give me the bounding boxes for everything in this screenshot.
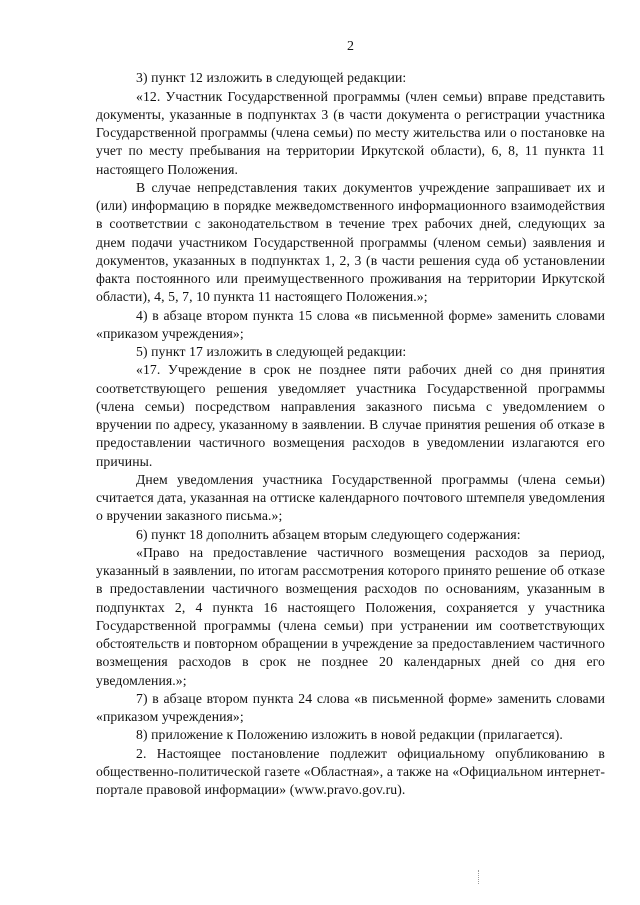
page-number: 2 xyxy=(346,39,355,54)
document-page xyxy=(96,38,605,799)
paragraph-7: Днем уведомления участника Государственной программы (члена семьи) считается дата, указанная на оттиске календарного почтового штемпеля уведомления о вручении заказного письма.»; xyxy=(96,471,605,524)
paragraph-10: 7) в абзаце втором пункта 24 слова «в письменной форме» заменить словами «приказом учреждения»; xyxy=(96,690,605,724)
paragraph-9: «Право на предоставление частичного возмещения расходов за период, указанный в заявлении, по итогам рассмотрения которого принято решение об отказе в предоставлении частичного возмещения расходов по основаниям, указанным в подпунктах 2, 4 пункта 16 настоящего Положения, сохраняется у участника Государственной программы (члена семьи) при устранении им соответствующих обстоятельств и повторном обращении в учреждение за предоставлением частичного возмещения расходов в срок не позднее 20 календарных дней со дня его уведомления.»; xyxy=(96,544,605,688)
paragraph-4: 4) в абзаце втором пункта 15 слова «в письменной форме» заменить словами «приказом учреждения»; xyxy=(96,307,605,341)
paragraph-5: 5) пункт 17 изложить в следующей редакции: xyxy=(136,344,407,359)
paragraph-8: 6) пункт 18 дополнить абзацем вторым следующего содержания: xyxy=(136,526,521,542)
scan-mark xyxy=(478,870,483,884)
paragraph-3: В случае непредставления таких документов учреждение запрашивает их и (или) информацию в порядке межведомственного информационного взаимодействия в соответствии с законодательством в течение трех рабочих дней, следующих за днем подачи участником Государственной программы (членом семьи) заявления и документов, указанных в подпунктах 1, 2, 3 (в части решения суда об установлении факта постоянного или преимущественного проживания на территории Иркутской области), 4, 5, 7, 10 пункта 11 настоящего Положения.»; xyxy=(96,179,605,305)
paragraph-12: 2. Настоящее постановление подлежит официальному опубликованию в общественно-политической газете «Областная», а также на «Официальном интернет-портале правовой информации» (www.pravo.gov.ru). xyxy=(96,745,605,797)
paragraph-6: «17. Учреждение в срок не позднее пяти рабочих дней со дня принятия соответствующего решения уведомляет участника Государственной программы (члена семьи) посредством направления заказного письма с уведомлением о вручении по адресу, указанному в заявлении. В случае принятия решения об отказе в предоставлении частичного возмещения расходов в уведомлении излагаются его причины. xyxy=(96,362,605,469)
paragraph-1: 3) пункт 12 изложить в следующей редакции: xyxy=(136,70,407,86)
paragraph-2: «12. Участник Государственной программы (член семьи) вправе представить документы, указанные в подпунктах 3 (в части документа о регистрации участника Государственной программы (члена семьи) по месту жительства или о постановке на учет по месту пребывания на территории Иркутской области), 6, 8, 11 пункта 11 настоящего Положения. xyxy=(96,88,605,177)
paragraph-11: 8) приложение к Положению изложить в новой редакции (прилагается). xyxy=(136,727,563,743)
